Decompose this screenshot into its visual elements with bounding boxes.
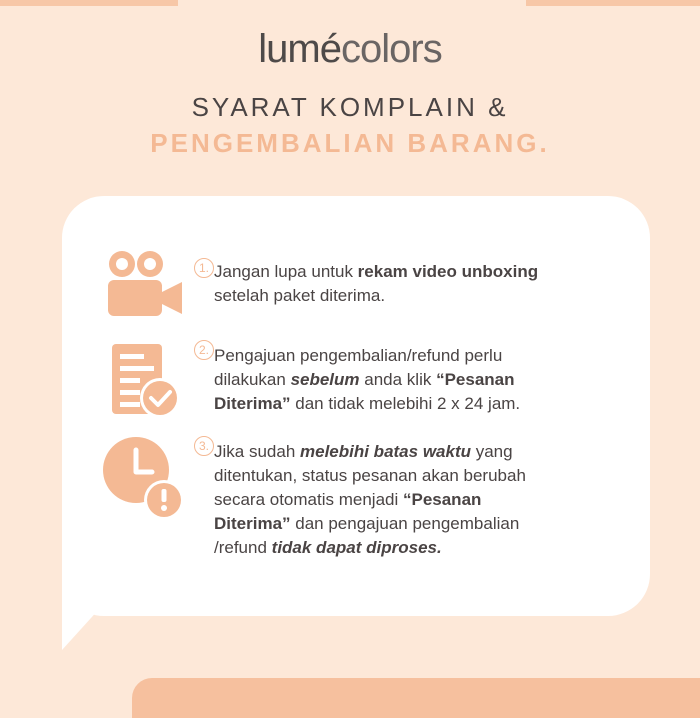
- top-left-bar: [0, 0, 178, 6]
- video-camera-icon: [100, 246, 184, 330]
- item-text-line: secara otomatis menjadi “Pesanan: [214, 490, 482, 509]
- title-line1: SYARAT KOMPLAIN &: [191, 92, 509, 122]
- bold-italic-text: melebihi batas waktu: [300, 442, 471, 461]
- clock-alert-icon: [100, 436, 184, 520]
- title-line2: PENGEMBALIAN BARANG.: [150, 128, 550, 158]
- item-text-line: Diterima” dan tidak melebihi 2 x 24 jam.: [214, 394, 521, 413]
- item-number: 3.: [194, 436, 214, 456]
- speech-bubble-tail: [62, 560, 122, 650]
- item-text: [214, 440, 526, 560]
- item-text-line: Jika sudah melebihi batas waktu yang: [214, 442, 513, 461]
- bold-text: “Pesanan: [402, 490, 482, 509]
- item-text-line: setelah paket diterima.: [214, 286, 386, 305]
- item-text-line: Pengajuan pengembalian/refund perlu: [214, 346, 503, 365]
- bottom-bar: [132, 678, 700, 718]
- bold-text: Diterima”: [214, 394, 291, 413]
- document-check-icon: [100, 340, 184, 424]
- bold-italic-text: tidak dapat diproses.: [271, 538, 442, 557]
- brand-logo: [0, 24, 700, 74]
- bold-text: Diterima”: [214, 514, 291, 533]
- item-text-line: /refund tidak dapat diproses.: [214, 538, 442, 557]
- item-text: [214, 344, 520, 416]
- brand-logo-part1: lumé: [258, 27, 341, 71]
- item-number: 2.: [194, 340, 214, 360]
- brand-logo-part2: colors: [341, 27, 442, 71]
- item-number: 1.: [194, 258, 214, 278]
- bold-text: rekam video unboxing: [357, 262, 539, 281]
- bold-text: “Pesanan: [436, 370, 515, 389]
- item-text-line: Jangan lupa untuk rekam video unboxing: [214, 262, 539, 281]
- item-text-line: Diterima” dan pengajuan pengembalian: [214, 514, 520, 533]
- item-text: [214, 260, 538, 308]
- item-text-line: dilakukan sebelum anda klik “Pesanan: [214, 370, 515, 389]
- top-right-bar: [526, 0, 700, 6]
- bold-italic-text: sebelum: [290, 370, 360, 389]
- item-text-line: ditentukan, status pesanan akan berubah: [214, 466, 526, 485]
